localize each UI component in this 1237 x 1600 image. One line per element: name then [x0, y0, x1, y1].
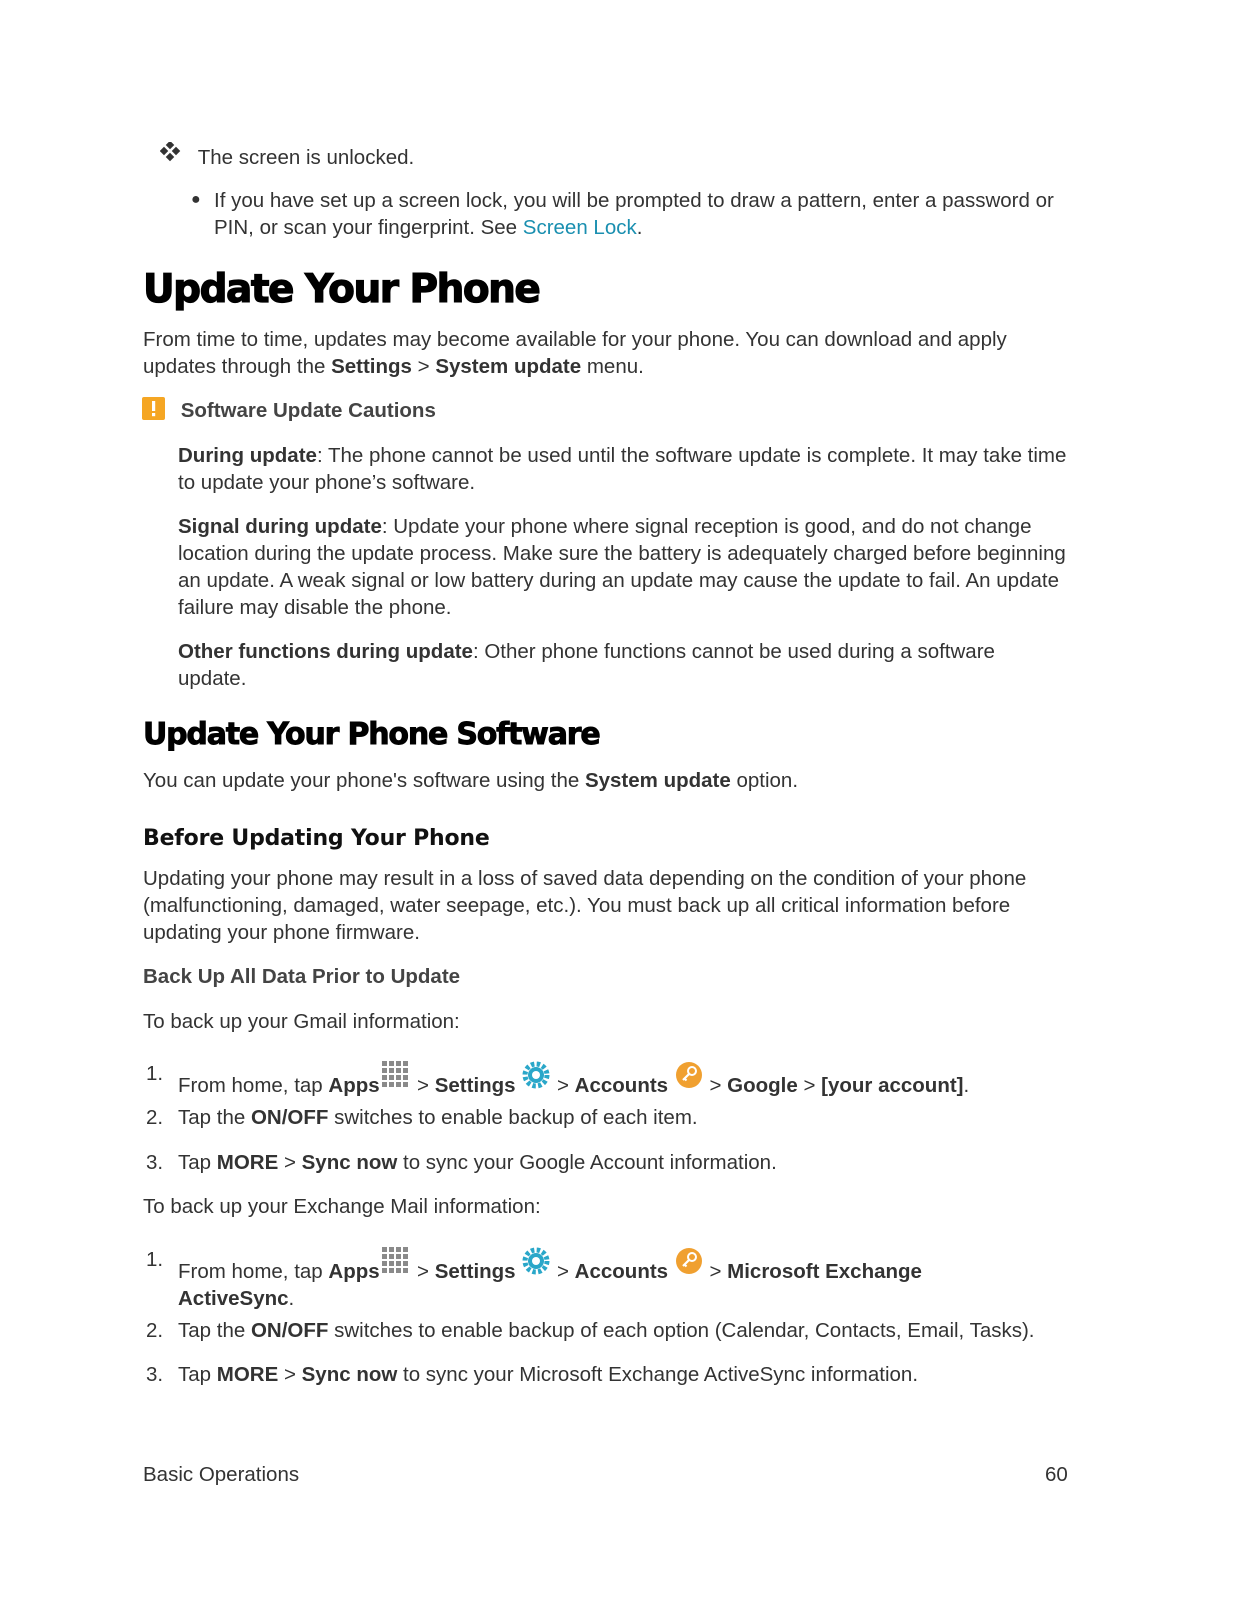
- caution-term: Signal during update: [178, 515, 382, 538]
- step-number: 2.: [146, 1319, 164, 1342]
- step-number: 3.: [146, 1363, 164, 1386]
- gmail-step-3: [178, 1149, 777, 1176]
- gt: >: [703, 1260, 728, 1283]
- accounts-term: Accounts: [574, 1260, 669, 1283]
- step-text-rest: to sync your Microsoft Exchange ActiveSync information.: [397, 1363, 919, 1386]
- footer-section: Basic Operations: [143, 1463, 300, 1486]
- step-text: Tap the: [178, 1106, 251, 1129]
- apps-grid-icon: [381, 1060, 411, 1097]
- screen-lock-link[interactable]: Screen Lock: [522, 216, 637, 239]
- bullet-dot: ●: [191, 191, 201, 208]
- caution-item-during: [178, 442, 1068, 496]
- caution-item-other: [178, 638, 1068, 692]
- caution-item-signal: [178, 513, 1078, 621]
- step-text-rest: switches to enable backup of each item.: [328, 1106, 698, 1129]
- caution-term: During update: [178, 444, 317, 467]
- gmail-step-2: [178, 1104, 698, 1131]
- more-term: MORE: [216, 1363, 279, 1386]
- gt: >: [797, 1074, 822, 1097]
- section2-title: Update Your Phone Software: [143, 717, 600, 752]
- step-text: Tap: [178, 1151, 217, 1174]
- section2-intro: [143, 767, 1043, 794]
- apps-term: Apps: [328, 1260, 380, 1283]
- caution-text: : Update your phone where signal reception is good, and do not change location during the update process. Make sure the battery is adequately charged before beginning an update. A weak signal or low battery during an update may cause the update to fail. An update failure may disable the phone.: [178, 515, 1066, 619]
- settings-term: Settings: [434, 1074, 516, 1097]
- intro-text-b: menu.: [581, 355, 644, 378]
- settings-term: Settings: [331, 355, 412, 378]
- system-update-term: System update: [584, 769, 731, 792]
- caution-title: Software Update Cautions: [180, 399, 436, 422]
- before-text: Updating your phone may result in a loss of saved data depending on the condition of your phone (malfunctioning, damaged, water seepage, etc.). You must back up all critical information before updating your phone firmware.: [143, 867, 1027, 944]
- exchange-step-2: [178, 1317, 1035, 1344]
- sync-now-term: Sync now: [301, 1363, 398, 1386]
- apps-term: Apps: [328, 1074, 380, 1097]
- backup-title: Back Up All Data Prior to Update: [143, 965, 461, 988]
- gt: >: [703, 1074, 728, 1097]
- page-title: Update Your Phone: [143, 267, 540, 312]
- gt: >: [551, 1074, 575, 1097]
- sync-now-term: Sync now: [301, 1151, 398, 1174]
- exchange-step-3: [178, 1361, 918, 1388]
- gmail-intro: To back up your Gmail information:: [143, 1010, 460, 1033]
- caution-text: : Other phone functions cannot be used during a software update.: [178, 640, 995, 690]
- exchange-intro: To back up your Exchange Mail information:: [143, 1195, 541, 1218]
- accounts-key-icon: [674, 1246, 704, 1283]
- intro-text-a: From time to time, updates may become available for your phone. You can download and apply updates through the: [143, 328, 1007, 378]
- caution-text: : The phone cannot be used until the software update is complete. It may take time to update your phone’s software.: [178, 444, 1067, 494]
- system-update-term: System update: [435, 355, 582, 378]
- apps-grid-icon: [381, 1246, 411, 1283]
- gt: >: [278, 1363, 302, 1386]
- microsoft-exchange-term: Microsoft Exchange ActiveSync: [178, 1260, 922, 1310]
- result-text: The screen is unlocked.: [197, 146, 415, 169]
- settings-gear-icon: [521, 1060, 551, 1097]
- step-text-rest: switches to enable backup of each option (Calendar, Contacts, Email, Tasks).: [328, 1319, 1035, 1342]
- onoff-term: ON/OFF: [250, 1319, 329, 1342]
- settings-term: Settings: [434, 1260, 516, 1283]
- page-number: 60: [1045, 1463, 1068, 1486]
- step-number: 3.: [146, 1151, 164, 1174]
- accounts-term: Accounts: [574, 1074, 669, 1097]
- intro-text-a: You can update your phone's software using the: [143, 769, 585, 792]
- step-text-rest: to sync your Google Account information.: [397, 1151, 777, 1174]
- caution-heading: [142, 397, 436, 427]
- bullet-period: .: [636, 216, 643, 239]
- settings-gear-icon: [521, 1246, 551, 1283]
- caution-term: Other functions during update: [178, 640, 473, 663]
- result-line: [160, 142, 414, 171]
- period: .: [288, 1287, 295, 1310]
- your-account-term: [your account]: [821, 1074, 964, 1097]
- google-term: Google: [727, 1074, 798, 1097]
- gt: >: [551, 1260, 575, 1283]
- before-title: Before Updating Your Phone: [143, 826, 490, 851]
- exchange-step-1: [178, 1246, 978, 1312]
- bullet-item: [214, 187, 1074, 241]
- gmail-step-1: [178, 1060, 969, 1099]
- step-text: From home, tap: [178, 1260, 329, 1283]
- period: .: [963, 1074, 970, 1097]
- more-term: MORE: [216, 1151, 279, 1174]
- intro-text-c: option.: [730, 769, 799, 792]
- diamond-cluster-icon: [160, 142, 182, 169]
- step-text: From home, tap: [178, 1074, 329, 1097]
- section1-intro: [143, 326, 1043, 380]
- step-number: 1.: [146, 1062, 164, 1085]
- onoff-term: ON/OFF: [250, 1106, 329, 1129]
- gt: >: [411, 1074, 435, 1097]
- warning-icon: [142, 397, 165, 427]
- gt: >: [411, 1260, 435, 1283]
- step-number: 2.: [146, 1106, 164, 1129]
- intro-sep: >: [411, 355, 436, 378]
- step-text: Tap: [178, 1363, 217, 1386]
- bullet-text: If you have set up a screen lock, you will be prompted to draw a pattern, enter a password or PIN, or scan your fingerprint. See: [214, 189, 1054, 239]
- gt: >: [278, 1151, 302, 1174]
- step-text: Tap the: [178, 1319, 251, 1342]
- step-number: 1.: [146, 1248, 164, 1271]
- accounts-key-icon: [674, 1060, 704, 1097]
